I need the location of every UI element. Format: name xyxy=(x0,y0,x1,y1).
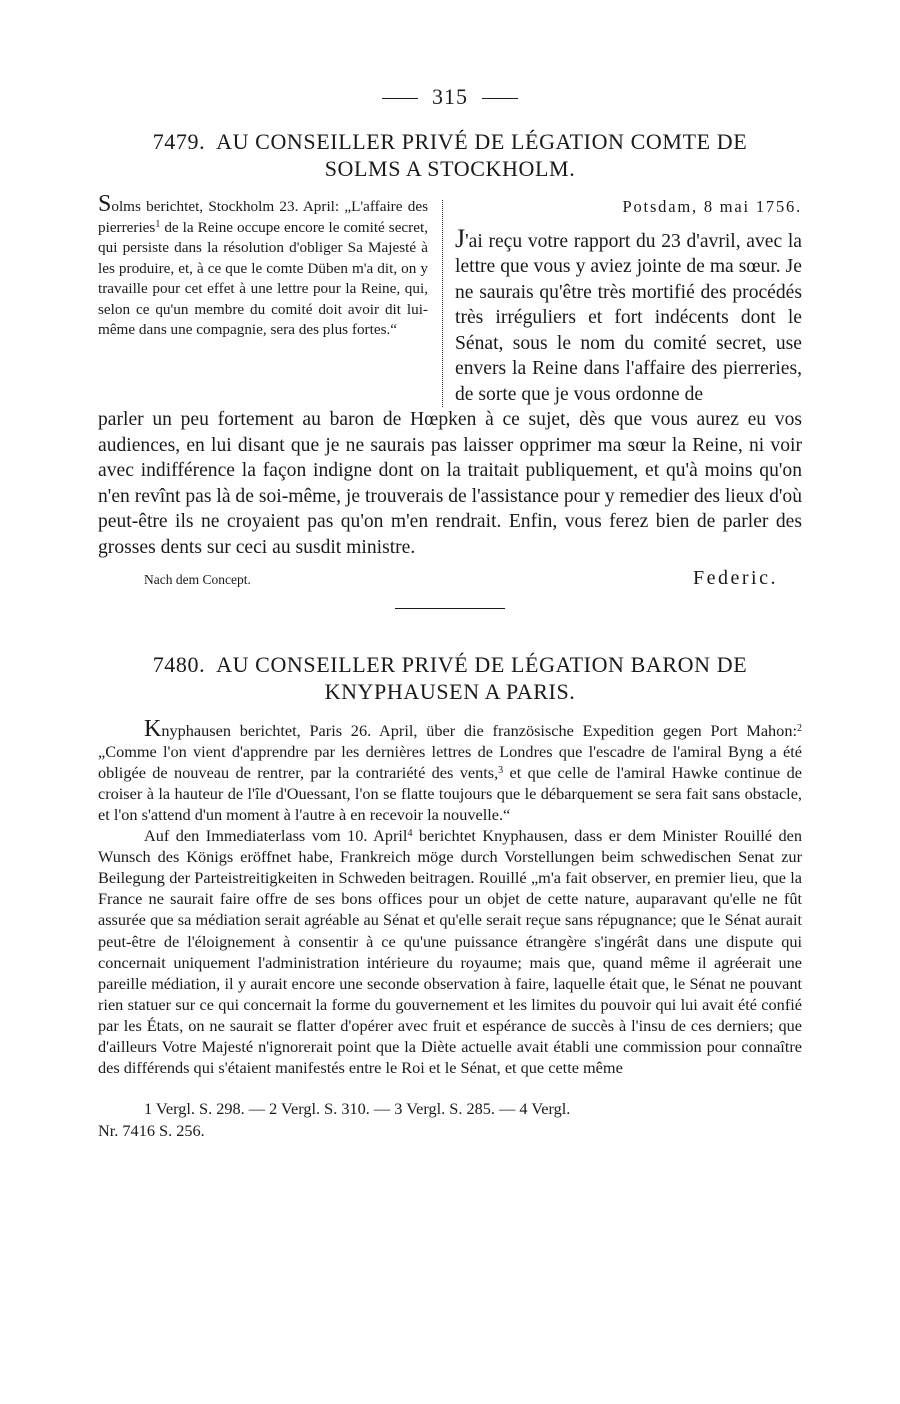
rule-left xyxy=(382,98,418,99)
paragraph-text: et que celle de l'amiral Hawke continue de croiser à la hauteur de l'île d'Ouessant, l'on se flatte toujours que le débarquement se sera fait sans obstacle, et l'on s'attend d'un moment à l'autre à en recevoir la nouvelle.“ xyxy=(98,762,802,824)
paragraph-text: berichtet Knyphausen, dass er dem Minister Rouillé den Wunsch des Königs eröffnet habe, Frankreich möge durch Vorstellungen beim schwedischen Senat zur Beilegung der Parteistreitigkeiten in Schweden beitragen. Rouillé „m'a fait observer, en premier lieu, que la France ne saurait faire offre de ses bons offices pour un objet de cette nature, auparavant qu'elle ne fût assurée que sa médiation serait agréable au Sénat et qu'elle serait reçue sans répugnance; que le Sénat aurait peut-être de l'éloignement à consentir à ce qu'une puissance étrangère s'ingérât dans une dispute qui concernait uniquement l'administration intérieure du royaume; mais que, quand même il agréerait une pareille médiation, il y aurait encore une seconde observation à faire, laquelle était que, le Sénat ne pouvant rien statuer sur ce qui concernait la forme du gouvernement et les limites du pouvoir qui lui avait été confié par les États, on ne saurait se flatter d'opérer avec fruit et espérance de succès à l'insu de ces derniers; que d'ailleurs Votre Majesté n'ignorerait point que la Diète actuelle avait établi une commission pour connaître des différends qui s'étaient manifestés entre le Roi et le Sénat, et que cette même xyxy=(98,826,802,1078)
initial-letter: K xyxy=(144,715,162,742)
initial-letter: J xyxy=(455,223,466,253)
paragraph-text: Auf den Immediaterlass vom 10. April xyxy=(144,826,408,846)
page-number: 315 xyxy=(432,84,468,109)
heading-line2: KNYPHAUSEN A PARIS. xyxy=(324,678,576,704)
letter-body-column xyxy=(455,194,802,407)
paragraph-1 xyxy=(98,715,802,825)
footnotes xyxy=(98,1098,802,1141)
report-text: olms berichtet, Stockholm 23. April: „L'affaire des pierreries xyxy=(98,198,428,236)
letter-heading-7480 xyxy=(98,651,802,705)
two-column-section xyxy=(98,191,802,407)
page-number-line xyxy=(98,84,802,110)
letter-body-7480 xyxy=(98,715,802,1079)
letter-body-continuation: parler un peu fortement au baron de Hœpken à ce sujet, dès que vous aurez eu vos audiences, en lui disant que je ne saurais pas laisser opprimer ma sœur la Reine, ni voir avec indifférence la façon indigne dont on la traitait publiquement, et qu'à moins qu'on n'en revînt pas là de soi-même, je trouverais de l'assistance pour y remedier des lieux d'où peut-être ils ne croyaient pas qu'on m'en rendrait. Enfin, vous ferez bien de parler des grosses dents sur ceci au susdit ministre. xyxy=(98,409,802,558)
footnote-ref: 3 xyxy=(498,764,504,776)
signature: Federic. xyxy=(693,566,778,589)
rule-right xyxy=(482,98,518,99)
section-divider xyxy=(395,608,505,609)
letter-number: 7479. xyxy=(152,129,206,154)
letter-text: 'ai reçu votre rapport du 23 d'avril, avec la lettre que vous y aviez jointe de ma sœur. Je ne saurais qu'être très mortifié des procédés très irréguliers et fort indécents dont le Sénat, sous le nom du comité secret, use envers la Reine dans l'affaire des pierreries, de sorte que je vous ordonne de xyxy=(455,230,802,405)
initial-letter: S xyxy=(98,191,112,217)
footnote-ref: 1 xyxy=(155,218,161,230)
paragraph-text: nyphausen berichtet, Paris 26. April, über die französische Expedition gegen Port Mahon: xyxy=(161,720,797,740)
paragraph-text: „Comme l'on vient d'apprendre par les dernières lettres de Londres que l'escadre de l'amiral Byng a été obligée de nouveau de rentrer, par la contrariété des vents, xyxy=(98,741,802,782)
footnote-ref: 2 xyxy=(797,722,802,734)
book-page xyxy=(98,84,802,1141)
letter-number: 7480. xyxy=(152,651,206,677)
heading-line1: AU CONSEILLER PRIVÉ DE LÉGATION BARON DE xyxy=(216,651,748,677)
signature-row xyxy=(98,567,802,590)
letter-body-start xyxy=(455,223,802,408)
source-note: Nach dem Concept. xyxy=(144,571,251,587)
report-summary xyxy=(98,191,436,407)
footnote-line-2: Nr. 7416 S. 256. xyxy=(98,1120,205,1140)
heading-line2: SOLMS A STOCKHOLM. xyxy=(324,156,576,181)
report-text-2: de la Reine occupe encore le comité secret, qui persiste dans la résolution d'obliger Sa Majesté à les produire, et, à ce que le comte Düben m'a dit, on y travaille pour cet effet à une lettre pour la Reine, qui, selon ce qu'un membre du comité doit avoir dit lui-même dans une compagnie, sera des plus fortes.“ xyxy=(98,218,428,338)
footnote-line-1: 1 Vergl. S. 298. — 2 Vergl. S. 310. — 3 Vergl. S. 285. — 4 Vergl. xyxy=(144,1099,571,1119)
footnote-ref: 4 xyxy=(407,828,413,840)
heading-line1: AU CONSEILLER PRIVÉ DE LÉGATION COMTE DE xyxy=(216,129,748,154)
column-divider xyxy=(442,200,443,407)
dateline: Potsdam, 8 mai 1756. xyxy=(622,197,802,216)
letter-heading-7479 xyxy=(98,128,802,182)
paragraph-2 xyxy=(98,825,802,1078)
